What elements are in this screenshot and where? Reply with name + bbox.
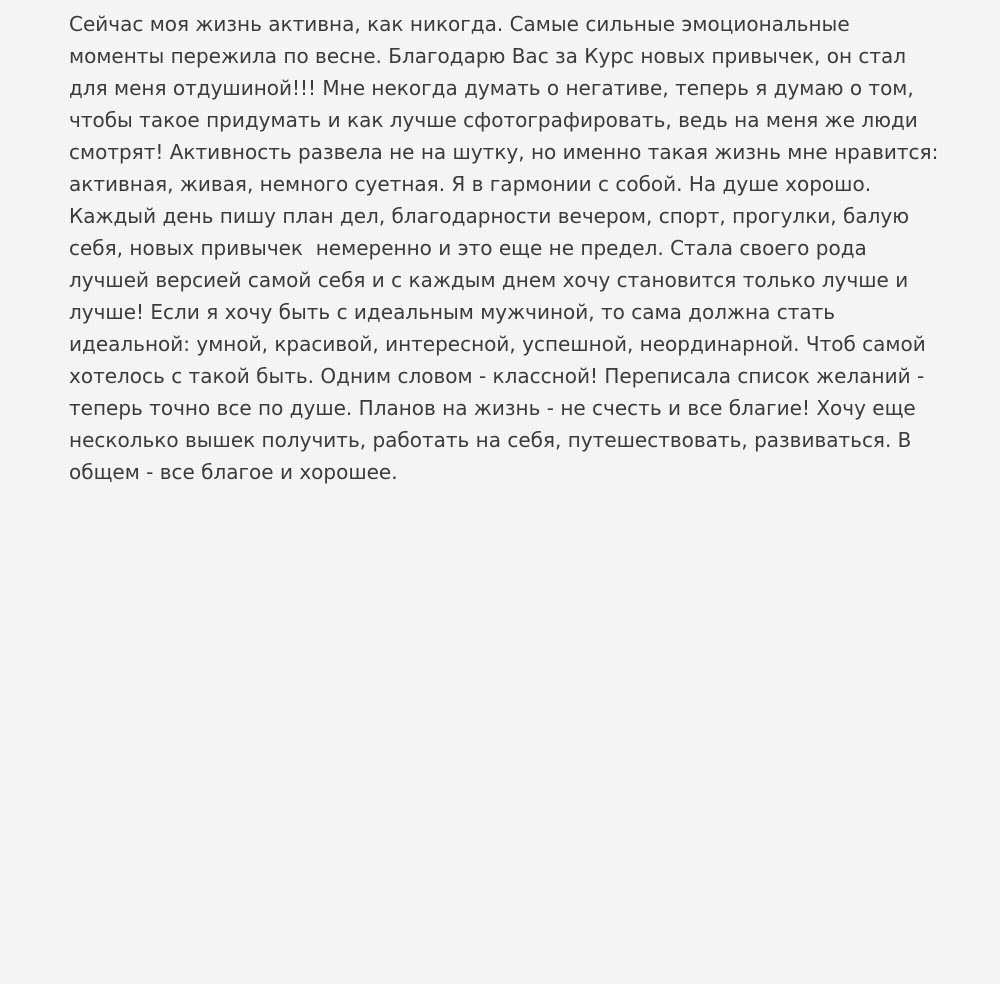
- note-line: себя, новых привычек немеренно и это еще не предел. Стала своего рода: [69, 236, 867, 260]
- note-line: Каждый день пишу план дел, благодарности вечером, спорт, прогулки, балую: [69, 204, 910, 228]
- note-line: лучшей версией самой себя и с каждым днем хочу становится только лучше и: [69, 268, 909, 292]
- note-line: Сейчас моя жизнь активна, как никогда. Самые сильные эмоциональные: [69, 12, 850, 36]
- note-line: активная, живая, немного суетная. Я в гармонии с собой. На душе хорошо.: [69, 172, 872, 196]
- note-text: [69, 8, 949, 488]
- note-line: смотрят! Активность развела не на шутку, но именно такая жизнь мне нравится:: [69, 140, 939, 164]
- note-line: общем - все благое и хорошее.: [69, 460, 398, 484]
- note-line: теперь точно все по душе. Планов на жизнь - не счесть и все благие! Хочу еще: [69, 396, 916, 420]
- note-line: идеальной: умной, красивой, интересной, успешной, неординарной. Чтоб самой: [69, 332, 926, 356]
- note-line: моменты пережила по весне. Благодарю Вас за Курс новых привычек, он стал: [69, 44, 907, 68]
- note-line: несколько вышек получить, работать на себя, путешествовать, развиваться. В: [69, 428, 912, 452]
- note-line: чтобы такое придумать и как лучше сфотографировать, ведь на меня же люди: [69, 108, 918, 132]
- note-line: лучше! Если я хочу быть с идеальным мужчиной, то сама должна стать: [69, 300, 836, 324]
- note-line: для меня отдушиной!!! Мне некогда думать о негативе, теперь я думаю о том,: [69, 76, 914, 100]
- note-line: хотелось с такой быть. Одним словом - классной! Переписала список желаний -: [69, 364, 925, 388]
